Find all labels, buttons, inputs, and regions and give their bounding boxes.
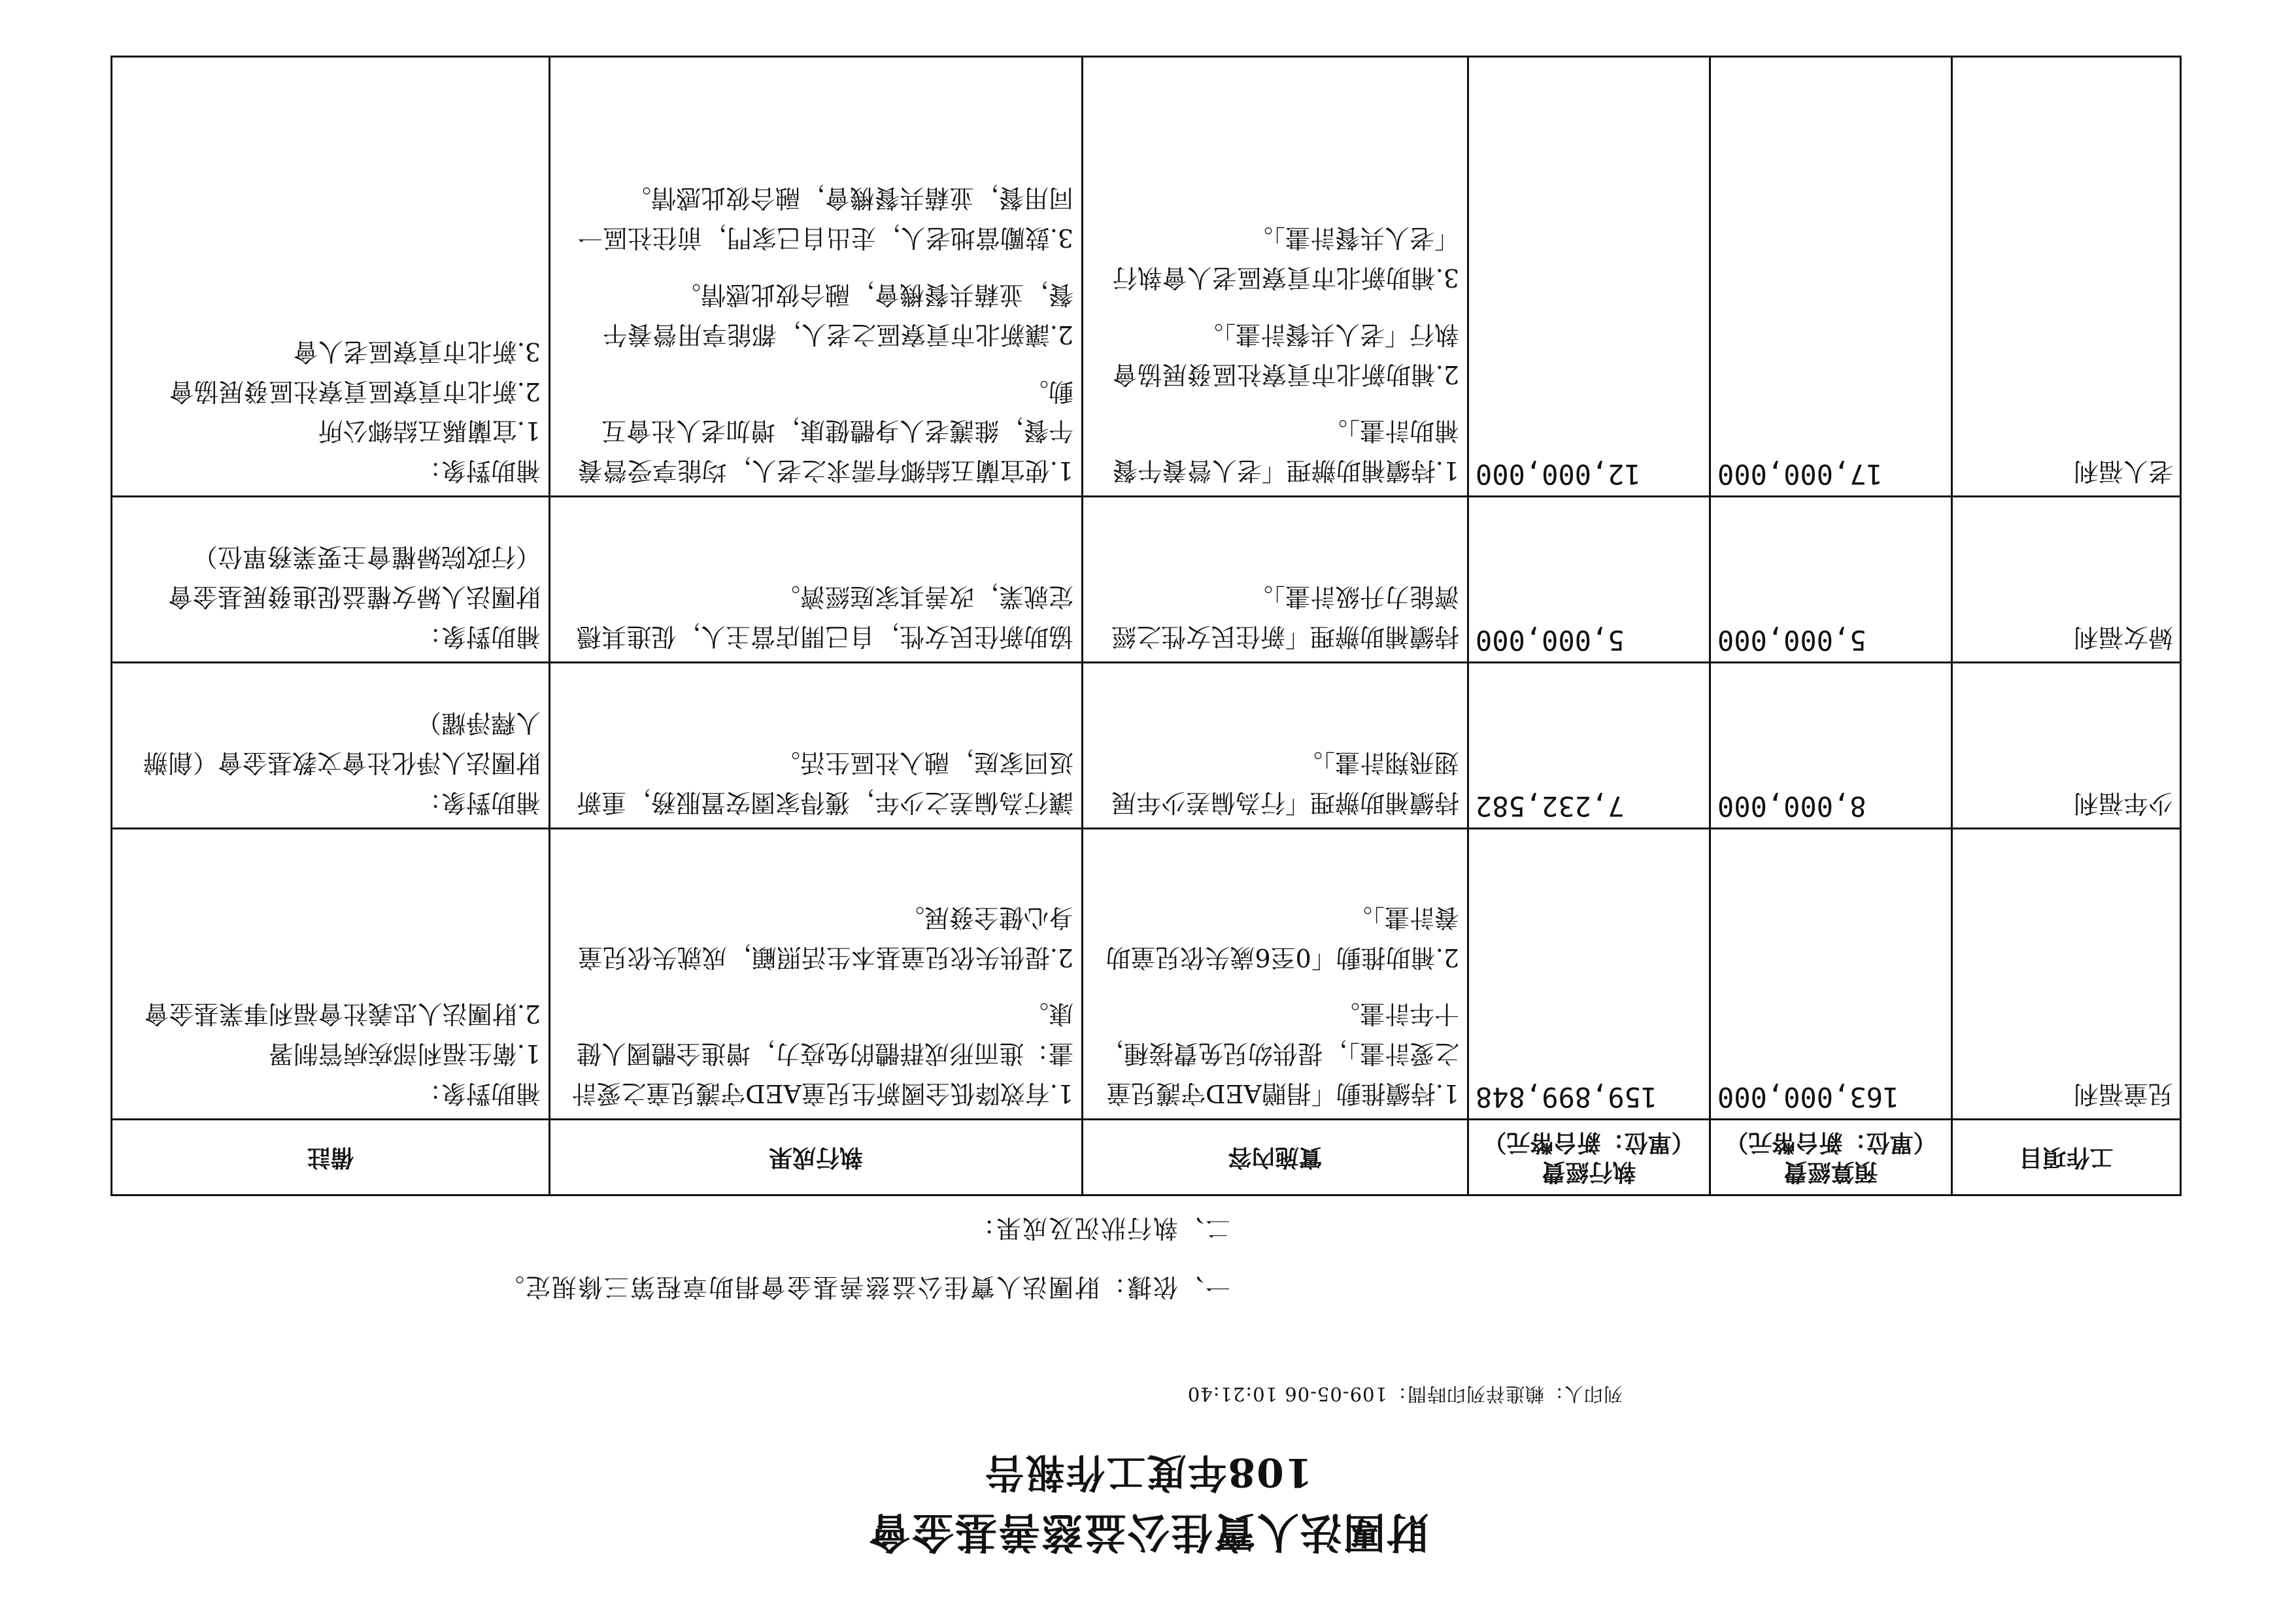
note-line: 2.財團法人忠義社會福利事業基金會 [144, 999, 541, 1029]
content-line: 2.補助新北市貢寮社區發展協會執行「老人共餐計畫」。 [1112, 320, 1459, 389]
result-cell [550, 57, 1083, 497]
content-cell [1083, 497, 1468, 663]
header-content: 實施內容 [1083, 1120, 1468, 1195]
note-cell [112, 497, 550, 663]
table-row [112, 57, 2181, 497]
header-note: 備註 [112, 1120, 550, 1195]
budget-cell: 163,000,000 [1710, 828, 1952, 1119]
header-budget-unit: （單位：新台幣元） [1725, 1129, 1937, 1157]
work-item-cell: 老人福利 [1952, 57, 2181, 497]
budget-cell: 17,000,000 [1710, 57, 1952, 497]
content-cell [1083, 828, 1468, 1119]
result-line: 2.讓新北市貢寮區之老人，都能享用營養午餐，並藉共餐機會，融合彼此感情。 [602, 280, 1073, 349]
budget-cell: 5,000,000 [1710, 497, 1952, 663]
content-cell [1083, 57, 1468, 497]
result-cell [550, 662, 1083, 828]
spent-cell: 5,000,000 [1468, 497, 1710, 663]
content-line: 3.補助新北市貢寮區老人會執行「老人共餐計畫」。 [1112, 224, 1459, 293]
header-spent [1468, 1120, 1710, 1195]
note-line: 財團法人婦女權益促進發展基金會（行政院婦權會主要業務單位） [167, 543, 541, 612]
table-row [112, 828, 2181, 1119]
header-budget [1710, 1120, 1952, 1195]
result-cell [550, 828, 1083, 1119]
note-line: 補助對象： [416, 1079, 541, 1108]
result-line: 3.鼓勵當地老人，走出自己家門，前往社區一同用餐，並藉共餐機會，融合彼此感情。 [577, 184, 1073, 253]
note-line: 2.新北市貢寮區貢寮社區發展協會 [169, 376, 541, 406]
work-item-cell: 少年福利 [1952, 662, 2181, 828]
result-line: 1.有效降低全國新生兒童AED守護兒童之愛計畫：進而形成群體的免疫力，增進全體國人健康。 [571, 999, 1073, 1108]
note-line: 補助對象： [416, 456, 541, 486]
note-cell [112, 57, 550, 497]
result-line: 1.使宜蘭五結鄉有需求之老人，均能享受營養午餐，維護老人身體健康，增加老人社會互動。 [577, 376, 1073, 486]
header-spent-label: 執行經費 [1542, 1158, 1636, 1186]
result-cell [550, 497, 1083, 663]
note-line: 1.衛生福利部疾病管制署 [268, 1039, 541, 1069]
result-line: 讓行為偏差之少年，獲得家園安置服務，重新返回家庭，融入社區生活。 [576, 748, 1073, 817]
header-budget-label: 預算經費 [1783, 1158, 1878, 1186]
spent-cell: 7,232,582 [1468, 662, 1710, 828]
content-line: 1.持續推動「捐贈AED守護兒童之愛計畫」，提供幼兒免費接種，十年計畫。 [1098, 999, 1459, 1108]
spent-cell: 159,899,848 [1468, 828, 1710, 1119]
content-line: 2.補助推動「0至6歲失依兒童助養計畫」。 [1106, 903, 1459, 972]
work-item-cell: 兒童福利 [1952, 828, 2181, 1119]
result-line: 協助新住民女性，自己開店當主人，促進其穩定就業，改善其家庭經濟。 [576, 582, 1073, 651]
header-item: 工作項目 [1952, 1120, 2181, 1195]
content-line: 1.持續補助辦理「老人營養午餐補助計畫」。 [1112, 416, 1459, 486]
note-line: 1.宜蘭縣五結鄉公所 [318, 416, 541, 446]
spent-cell: 12,000,000 [1468, 57, 1710, 497]
work-item-cell: 婦女福利 [1952, 497, 2181, 663]
content-line: 持續補助辦理「行為偏差少年展翅飛翔計畫」。 [1111, 748, 1459, 817]
table-header-row [112, 1120, 2181, 1195]
content-line: 持續補助辦理「新住民女性之經濟能力升級計畫」。 [1111, 582, 1459, 651]
note-line: 補助對象： [416, 788, 541, 817]
result-line: 2.提供失依兒童基本生活照顧，成就失依兒童身心健全發展。 [577, 903, 1073, 972]
print-info: 列印人：賴進祥列印時間：109-05-06 10:21:40 [1187, 1383, 1623, 1405]
content-cell [1083, 662, 1468, 828]
status-heading: 二、執行狀況及成果： [968, 1214, 1230, 1243]
header-result: 執行成果 [550, 1120, 1083, 1195]
basis-line: 一、依據：財團法人寶佳公益慈善基金會捐助章程第三條規定。 [498, 1273, 1230, 1301]
document-title: 財團法人寶佳公益慈善基金會 [868, 1507, 1428, 1556]
note-cell [112, 662, 550, 828]
note-line: 補助對象： [416, 622, 541, 651]
table-row [112, 497, 2181, 663]
table-row [112, 662, 2181, 828]
report-table [110, 56, 2182, 1196]
note-line: 財團法人淨化社會文教基金會（創辦人釋淨耀） [143, 709, 541, 777]
budget-cell: 8,000,000 [1710, 662, 1952, 828]
note-line: 3.新北市貢寮區老人會 [293, 337, 541, 366]
header-spent-unit: （單位：新台幣元） [1483, 1129, 1695, 1157]
note-cell [112, 828, 550, 1119]
document-subtitle: 108年度工作報告 [983, 1449, 1313, 1495]
